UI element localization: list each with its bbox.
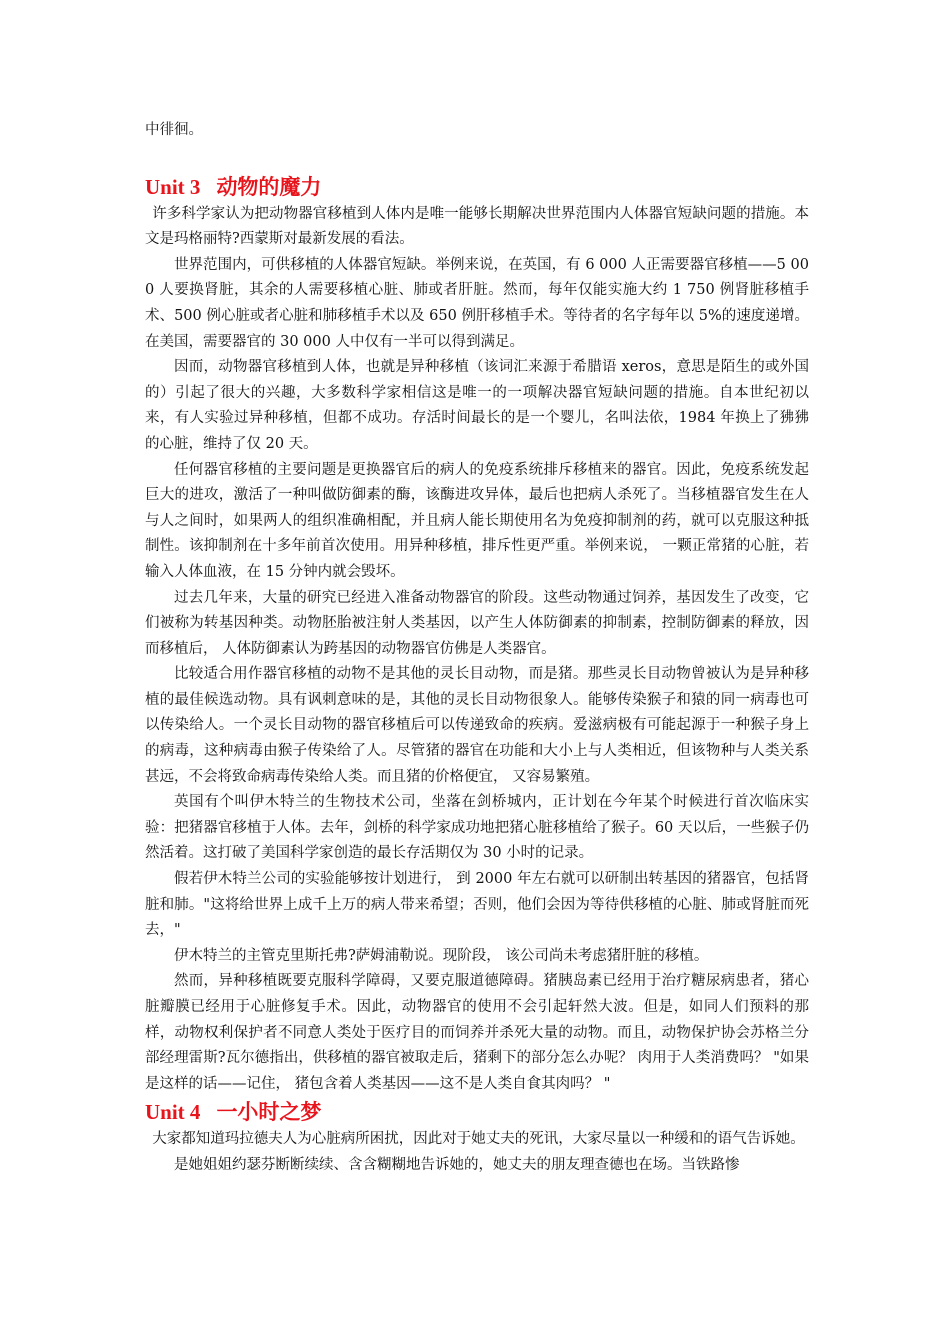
unit-3-paragraph-2: 因而，动物器官移植到人体，也就是异种移植（该词汇来源于希腊语 xeros，意思是陌生的或外国的）引起了很大的兴趣，大多数科学家相信这是唯一的一项解决器官短缺问题的措施。自本世纪初以来，有人实验过异种移植，但都不成功。存活时间最长的是一个婴儿，名叫法依，1984 年换上了狒狒的心脏，维持了仅 20 天。 [145, 359, 809, 452]
unit-3-intro: 许多科学家认为把动物器官移植到人体内是唯一能够长期解决世界范围内人体器官短缺问题的措施。本文是玛格丽特?西蒙斯对最新发展的看法。 [145, 205, 809, 248]
unit-3-paragraph-1: 世界范围内，可供移植的人体器官短缺。举例来说，在英国，有 6 000 人正需要器官移植——5 000 人要换肾脏，其余的人需要移植心脏、肺或者肝脏。然而，每年仅能实施大约 1 750 例肾脏移植手术、500 例心脏或者心脏和肺移植手术以及 650 例肝移植手术。等待者的名字每年以 5%的速度递增。在美国，需要器官的 30 000 人中仅有一半可以得到满足。 [145, 256, 809, 350]
unit-4-section [145, 1097, 809, 1178]
previous-paragraph-end: 中徘徊。 [145, 122, 203, 138]
unit-4-title: 一小时之梦 [216, 1100, 322, 1125]
unit-3-paragraph-9: 然而，异种移植既要克服科学障碍，又要克服道德障碍。猪胰岛素已经用于治疗糖尿病患者，猪心脏瓣膜已经用于心脏修复手术。因此，动物器官的使用不会引起轩然大波。但是，如同人们预料的那样，动物权利保护者不同意人类处于医疗目的而饲养并杀死大量的动物。而且，动物保护协会苏格兰分部经理雷斯?瓦尔德指出，供移植的器官被取走后，猪剩下的部分怎么办呢？ 肉用于人类消费吗？ "如果是这样的话——记住， 猪包含着人类基因——这不是人类自食其肉吗？ " [145, 973, 809, 1092]
unit-3-paragraph-8: 伊木特兰的主管克里斯托弗?萨姆浦勒说。现阶段， 该公司尚未考虑猪肝脏的移植。 [174, 947, 709, 964]
unit-3-label: Unit 3 [145, 174, 201, 199]
unit-4-heading [145, 1097, 809, 1127]
unit-3-heading [145, 172, 809, 202]
unit-3-section [145, 172, 809, 1098]
unit-3-paragraph-5: 比较适合用作器官移植的动物不是其他的灵长目动物，而是猪。那些灵长目动物曾被认为是异种移植的最佳候选动物。具有讽刺意味的是，其他的灵长目动物很象人。能够传染猴子和猿的同一病毒也可以传染给人。一个灵长目动物的器官移植后可以传递致命的疾病。爱滋病极有可能起源于一种猴子身上的病毒，这种病毒由猴子传染给了人。尽管猪的器官在功能和大小上与人类相近，但该物种与人类关系甚远，不会将致命病毒传染给人类。而且猪的价格便宜， 又容易繁殖。 [145, 666, 809, 785]
unit-3-paragraph-4: 过去几年来，大量的研究已经进入准备动物器官的阶段。这些动物通过饲养，基因发生了改变，它们被称为转基因种类。动物胚胎被注射人类基因，以产生人体防御素的抑制素，控制防御素的释放，因而移植后， 人体防御素认为跨基因的动物器官仿佛是人类器官。 [145, 589, 809, 657]
unit-3-paragraph-7: 假若伊木特兰公司的实验能够按计划进行， 到 2000 年左右就可以研制出转基因的猪器官，包括肾脏和肺。"这将给世界上成千上万的病人带来希望；否则，他们会因为等待供移植的心脏、肺或肾脏而死去，" [145, 871, 809, 939]
unit-4-paragraph-1: 是她姐姐约瑟芬断断续续、含含糊糊地告诉她的，她丈夫的朋友理查德也在场。当铁路惨 [174, 1156, 740, 1173]
document-page [145, 118, 809, 1179]
unit-4-label: Unit 4 [145, 1100, 201, 1125]
unit-3-paragraph-6: 英国有个叫伊木特兰的生物技术公司，坐落在剑桥城内，正计划在今年某个时候进行首次临床实验：把猪器官移植于人体。去年，剑桥的科学家成功地把猪心脏移植给了猴子。60 天以后，一些猴子仍然活着。这打破了美国科学家创造的最长存活期仅为 30 小时的记录。 [145, 794, 809, 862]
unit-4-intro: 大家都知道玛拉德夫人为心脏病所困扰，因此对于她丈夫的死讯，大家尽量以一种缓和的语气告诉她。 [152, 1131, 805, 1148]
unit-3-paragraph-3: 任何器官移植的主要问题是更换器官后的病人的免疫系统排斥移植来的器官。因此，免疫系统发起巨大的进攻，激活了一种叫做防御素的酶，该酶进攻异体，最后也把病人杀死了。当移植器官发生在人与人之间时，如果两人的组织准确相配，并且病人能长期使用名为免疫抑制剂的药，就可以克服这种抵制性。该抑制剂在十多年前首次使用。用异种移植，排斥性更严重。举例来说， 一颗正常猪的心脏，若输入人体血液，在 15 分钟内就会毁坏。 [145, 461, 809, 580]
unit-3-title: 动物的魔力 [216, 174, 322, 199]
